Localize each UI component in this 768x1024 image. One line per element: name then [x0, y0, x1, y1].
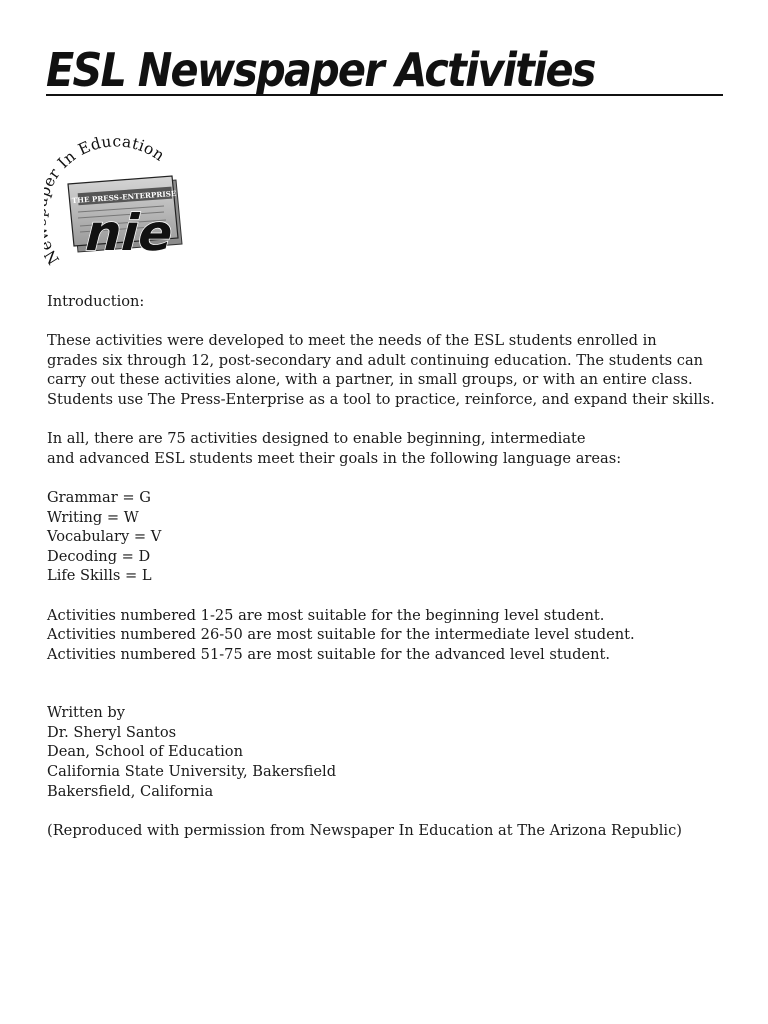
author-block [47, 703, 737, 801]
intro-heading: Introduction: [47, 293, 145, 310]
language-area-item: Life Skills = L [47, 567, 152, 585]
activities-line: and advanced ESL students meet their goals in the following language areas: [47, 449, 622, 467]
permission-note: (Reproduced with permission from Newspaper In Education at The Arizona Republic) [47, 821, 682, 839]
activities-paragraph [47, 429, 737, 468]
logo-paper-name: THE PRESS-ENTERPRISE [71, 188, 177, 206]
language-area-item: Grammar = G [47, 488, 151, 506]
intro-line: carry out these activities alone, with a partner, in small groups, or with an entire class. [47, 371, 693, 389]
language-area-item: Vocabulary = V [47, 528, 162, 546]
intro-paragraph [47, 331, 737, 409]
level-list [47, 606, 737, 665]
level-item: Activities numbered 51-75 are most suitable for the advanced level student. [47, 645, 610, 663]
author-line: Dr. Sheryl Santos [47, 723, 177, 741]
document-body [47, 292, 737, 860]
intro-line: Students use The Press-Enterprise as a tool to practice, reinforce, and expand their skills. [47, 390, 715, 408]
intro-line: These activities were developed to meet the needs of the ESL students enrolled in [47, 332, 657, 350]
level-item: Activities numbered 26-50 are most suitable for the intermediate level student. [47, 626, 635, 644]
activities-line: In all, there are 75 activities designed to enable beginning, intermediate [47, 430, 586, 448]
logo-nie-letters: nie [79, 203, 181, 262]
nie-logo [44, 132, 190, 270]
author-line: Written by [47, 704, 125, 722]
language-area-item: Decoding = D [47, 547, 151, 565]
language-areas-list [47, 488, 737, 586]
author-line: Dean, School of Education [47, 743, 243, 761]
intro-line: grades six through 12, post-secondary and adult continuing education. The students can [47, 351, 704, 369]
author-line: Bakersfield, California [47, 782, 214, 800]
author-line: California State University, Bakersfield [47, 763, 337, 781]
page-title: ESL Newspaper Activities [46, 43, 595, 97]
title-divider [46, 94, 723, 96]
language-area-item: Writing = W [47, 508, 139, 526]
logo-arc-text: r In Education [44, 132, 168, 182]
level-item: Activities numbered 1-25 are most suitable for the beginning level student. [47, 606, 605, 624]
